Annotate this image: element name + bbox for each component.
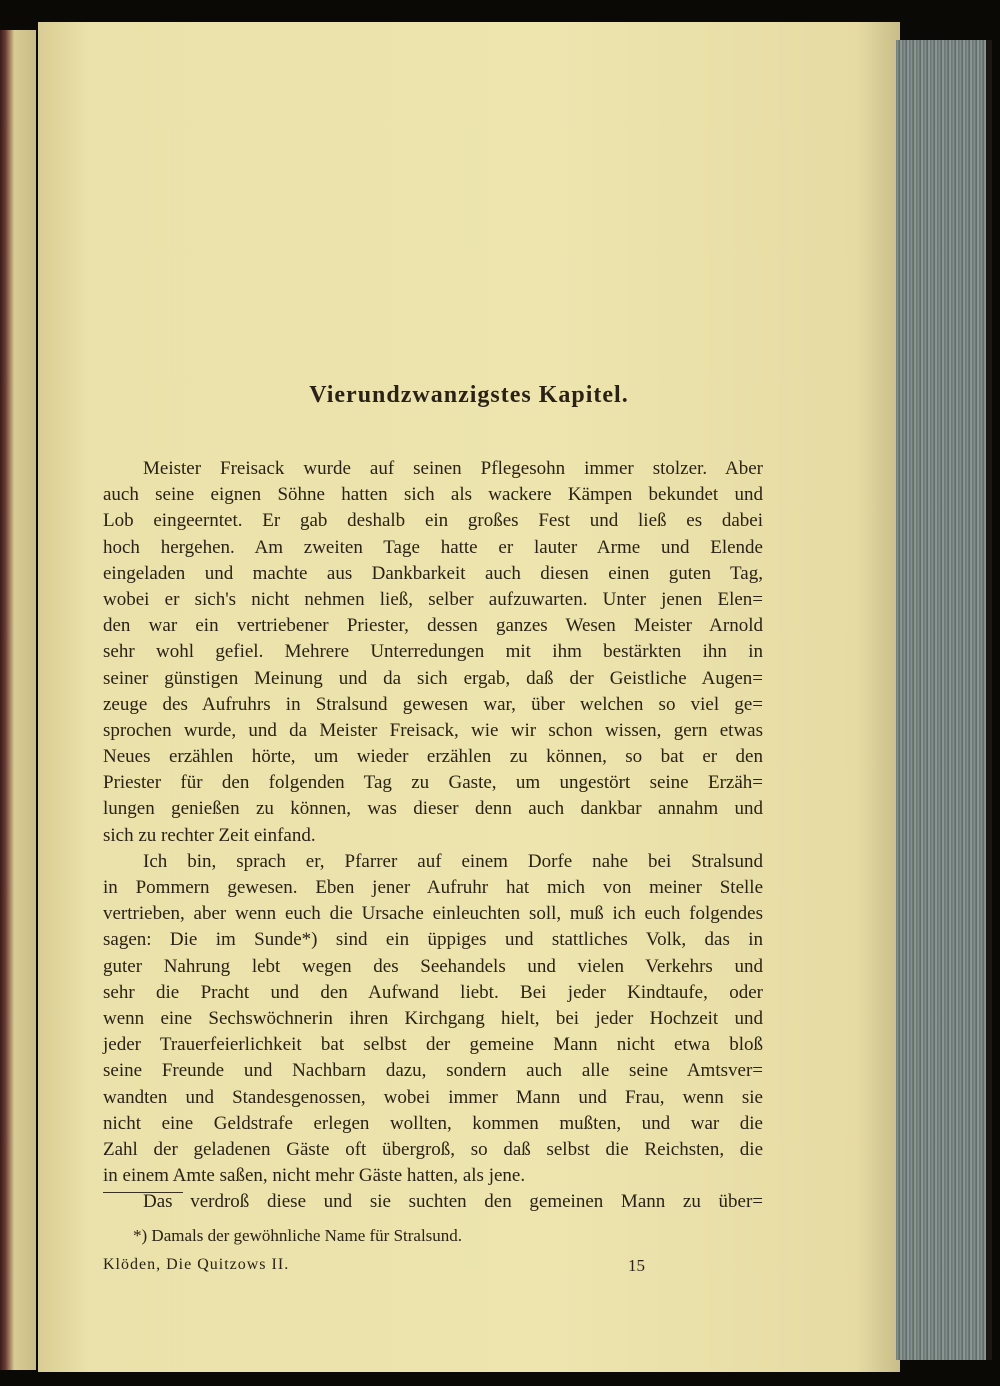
facing-page-edge bbox=[0, 30, 36, 1370]
text-line: seine Freunde und Nachbarn dazu, sondern auch alle seine Amtsver= bbox=[103, 1060, 763, 1082]
text-line: sprochen wurde, und da Meister Freisack, wie wir schon wissen, gern etwas bbox=[103, 719, 763, 741]
text-line: wandten und Standesgenossen, wobei immer Mann und Frau, wenn sie bbox=[103, 1086, 763, 1108]
text-line: Neues erzählen hörte, um wieder erzählen zu können, so bat er den bbox=[103, 746, 763, 768]
text-line: zeuge des Aufruhrs in Stralsund gewesen war, über welchen so viel ge= bbox=[103, 693, 763, 715]
footnote-rule bbox=[103, 1192, 183, 1193]
text-line: Ich bin, sprach er, Pfarrer auf einem Dorfe nahe bei Stralsund bbox=[143, 850, 763, 872]
text-line: guter Nahrung lebt wegen des Seehandels und vielen Verkehrs und bbox=[103, 955, 763, 977]
text-line: vertrieben, aber wenn euch die Ursache einleuchten soll, muß ich euch folgendes bbox=[103, 903, 763, 925]
text-line: Zahl der geladenen Gäste oft übergroß, so daß selbst die Reichsten, die bbox=[103, 1138, 763, 1160]
book-page bbox=[38, 22, 900, 1372]
signature-mark: Klöden, Die Quitzows II. bbox=[103, 1256, 290, 1273]
text-line: den war ein vertriebener Priester, dessen ganzes Wesen Meister Arnold bbox=[103, 615, 763, 637]
text-line: sehr die Pracht und den Aufwand liebt. Bei jeder Kindtaufe, oder bbox=[103, 981, 763, 1003]
text-line: eingeladen und machte aus Dankbarkeit auch diesen einen guten Tag, bbox=[103, 562, 763, 584]
text-line: in einem Amte saßen, nicht mehr Gäste hatten, als jene. bbox=[103, 1165, 526, 1187]
text-line: Das verdroß diese und sie suchten den gemeinen Mann zu über= bbox=[143, 1191, 763, 1213]
text-line: wobei er sich's nicht nehmen ließ, selber aufzuwarten. Unter jenen Elen= bbox=[103, 588, 763, 610]
text-line: Meister Freisack wurde auf seinen Pflegesohn immer stolzer. Aber bbox=[143, 458, 763, 479]
text-line: lungen genießen zu können, was dieser denn auch dankbar annahm und bbox=[103, 798, 763, 820]
text-line: nicht eine Geldstrafe erlegen wollten, kommen mußten, und war die bbox=[103, 1112, 763, 1134]
text-line: sich zu rechter Zeit einfand. bbox=[103, 824, 316, 846]
footnote: *) Damals der gewöhnliche Name für Stralsund. bbox=[133, 1226, 463, 1245]
text-line: seiner günstigen Meinung und da sich ergab, daß der Geistliche Augen= bbox=[103, 667, 763, 689]
chapter-title: Vierundzwanzigstes Kapitel. bbox=[309, 382, 629, 408]
text-line: in Pommern gewesen. Eben jener Aufruhr hat mich von meiner Stelle bbox=[103, 877, 763, 898]
page-stack-edge bbox=[896, 40, 992, 1360]
text-line: auch seine eignen Söhne hatten sich als wackere Kämpen bekundet und bbox=[103, 484, 763, 506]
text-line: sehr wohl gefiel. Mehrere Unterredungen mit ihm bestärkten ihn in bbox=[103, 641, 763, 663]
text-line: hoch hergehen. Am zweiten Tage hatte er lauter Arme und Elende bbox=[103, 536, 763, 558]
page-number: 15 bbox=[628, 1256, 645, 1275]
text-line: wenn eine Sechswöchnerin ihren Kirchgang hielt, bei jeder Hochzeit und bbox=[103, 1007, 763, 1029]
text-line: sagen: Die im Sunde*) sind ein üppiges und stattliches Volk, das in bbox=[103, 929, 763, 951]
body-text bbox=[103, 456, 763, 1215]
text-line: Priester für den folgenden Tag zu Gaste, um ungestört seine Erzäh= bbox=[103, 772, 763, 794]
text-line: jeder Trauerfeierlichkeit bat selbst der gemeine Mann nicht etwa bloß bbox=[103, 1034, 763, 1056]
text-line: Lob eingeerntet. Er gab deshalb ein großes Fest und ließ es dabei bbox=[103, 510, 763, 532]
